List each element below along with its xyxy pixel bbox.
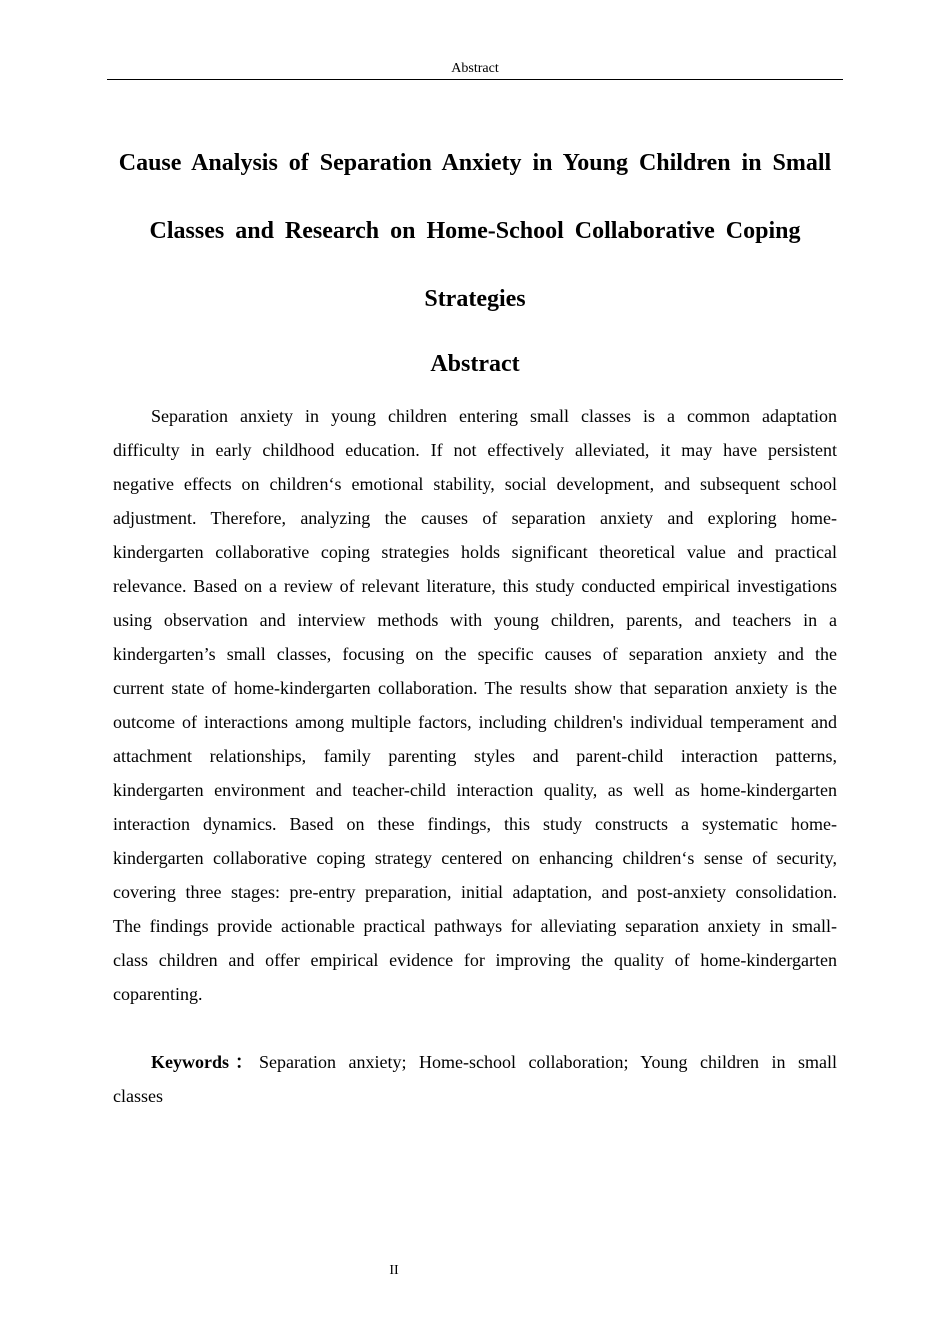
document-title: Cause Analysis of Separation Anxiety in Young Children in Small Classes and Research on Home-School Collaborative Coping Strategies <box>118 150 832 312</box>
page-number: II <box>389 1263 399 1278</box>
keywords-paragraph <box>113 1045 837 1113</box>
running-header-title: Abstract <box>451 61 499 76</box>
abstract-heading: Abstract <box>430 351 520 377</box>
abstract-body: Separation anxiety in young children entering small classes is a common adaptation difficulty in early childhood education. If not effectively alleviated, it may have persistent negative effects on children‘s emotional stability, social development, and subsequent school adjustment. Therefore, analyzing the causes of separation anxiety and exploring home-kindergarten collaborative coping strategies holds significant theoretical value and practical relevance. Based on a review of relevant literature, this study conducted empirical investigations using observation and interview methods with young children, parents, and teachers in a kindergarten’s small classes, focusing on the specific causes of separation anxiety and the current state of home-kindergarten collaboration. The results show that separation anxiety is the outcome of interactions among multiple factors, including children's individual temperament and attachment relationships, family parenting styles and parent-child interaction patterns, kindergarten environment and teacher-child interaction quality, as well as home-kindergarten interaction dynamics. Based on these findings, this study constructs a systematic home-kindergarten collaborative coping strategy centered on enhancing children‘s sense of security, covering three stages: pre-entry preparation, initial adaptation, and post-anxiety consolidation. The findings provide actionable practical pathways for alleviating separation anxiety in small-class children and offer empirical evidence for improving the quality of home-kindergarten coparenting. <box>113 406 837 1004</box>
running-header <box>107 60 843 80</box>
keywords-label: Keywords： <box>151 1052 260 1072</box>
keywords-value: Separation anxiety; Home-school collaboration; Young children in small classes <box>113 1052 837 1106</box>
